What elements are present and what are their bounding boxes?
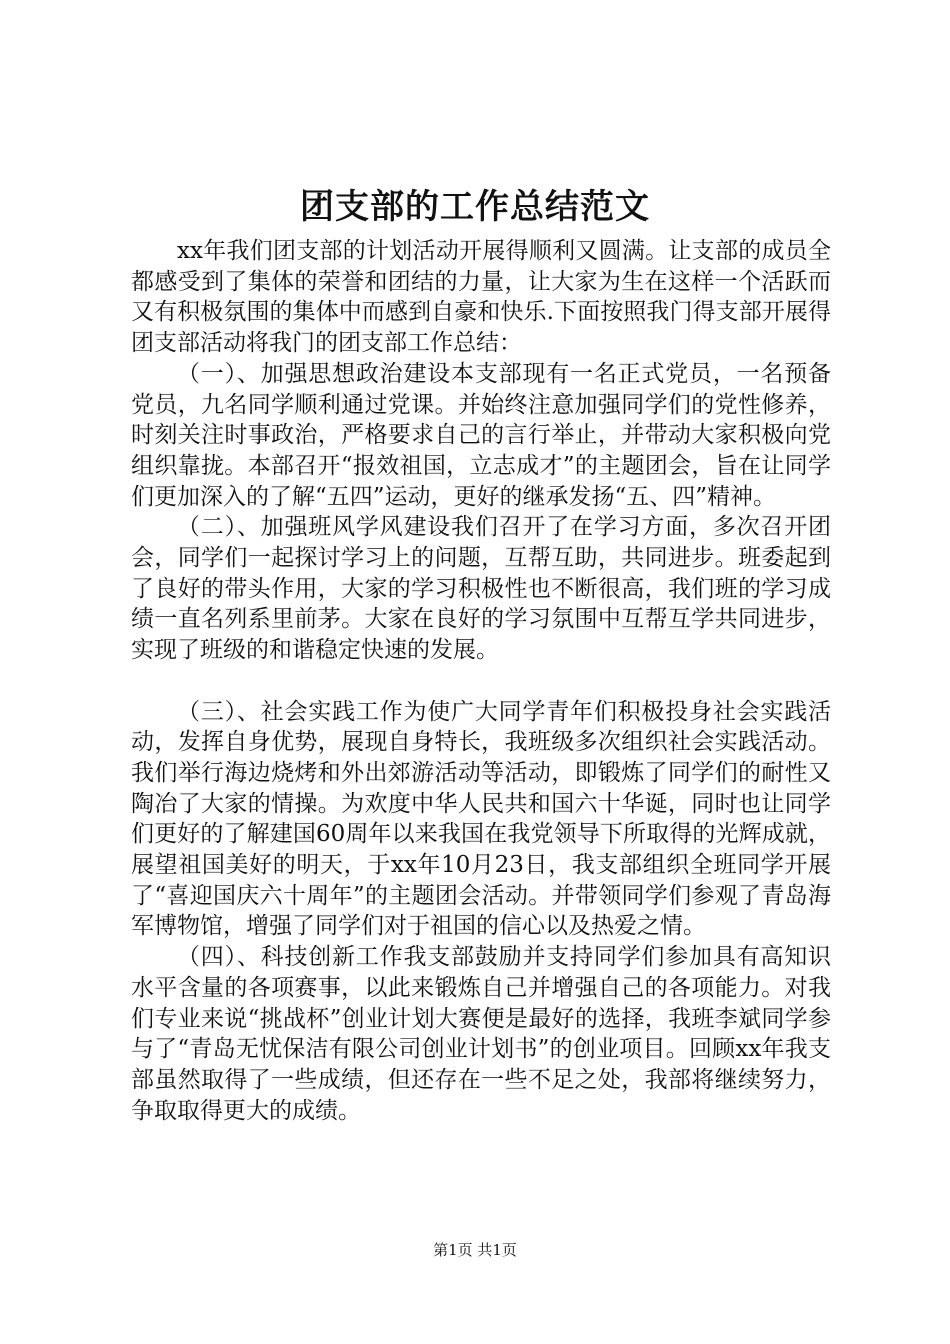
document-title: 团支部的工作总结范文 [300,187,650,227]
section-four-paragraph: （四）、科技创新工作我支部鼓励并支持同学们参加具有高知识水平含量的各项赛事，以此来锻炼自己并增强自己的各项能力。对我们专业来说“挑战杯”创业计划大赛便是最好的选择，我班李斌同学参与了“青岛无忧保洁有限公司创业计划书”的创业项目。回顾xx年我支部虽然取得了一些成绩，但还存在一些不足之处，我部将继续努力，争取取得更大的成绩。 [131,944,831,1124]
intro-paragraph: xx年我们团支部的计划活动开展得顺利又圆满。让支部的成员全都感受到了集体的荣誉和团结的力量，让大家为生在这样一个活跃而又有积极氛围的集体中而感到自豪和快乐.下面按照我门得支部开展得团支部活动将我门的团支部工作总结： [131,238,831,357]
page-number-footer: 第1页 共1页 [433,1241,517,1259]
section-three-paragraph: （三）、社会实践工作为使广大同学青年们积极投身社会实践活动，发挥自身优势，展现自身特长，我班级多次组织社会实践活动。我们举行海边烧烤和外出郊游活动等活动，即锻炼了同学们的耐性又陶冶了大家的情操。为欢度中华人民共和国六十华诞，同时也让同学们更好的了解建国60周年以来我国在我党领导下所取得的光辉成就，展望祖国美好的明天，于xx年10月23日，我支部组织全班同学开展了“喜迎国庆六十周年”的主题团会活动。并带领同学们参观了青岛海军博物馆，增强了同学们对于祖国的信心以及热爱之情。 [131,698,831,940]
section-two-paragraph: （二）、加强班风学风建设我们召开了在学习方面，多次召开团会，同学们一起探讨学习上的问题，互帮互助，共同进步。班委起到了良好的带头作用，大家的学习积极性也不断很高，我们班的学习成绩一直名列系里前茅。大家在良好的学习氛围中互帮互学共同进步，实现了班级的和谐稳定快速的发展。 [131,514,831,664]
document-body [131,236,831,1126]
section-one-paragraph: （一）、加强思想政治建设本支部现有一名正式党员，一名预备党员，九名同学顺利通过党课。并始终注意加强同学们的党性修养，时刻关注时事政治，严格要求自己的言行举止，并带动大家积极向党组织靠拢。本部召开“报效祖国，立志成才”的主题团会，旨在让同学们更加深入的了解“五四”运动，更好的继承发扬“五、四”精神。 [131,360,831,510]
